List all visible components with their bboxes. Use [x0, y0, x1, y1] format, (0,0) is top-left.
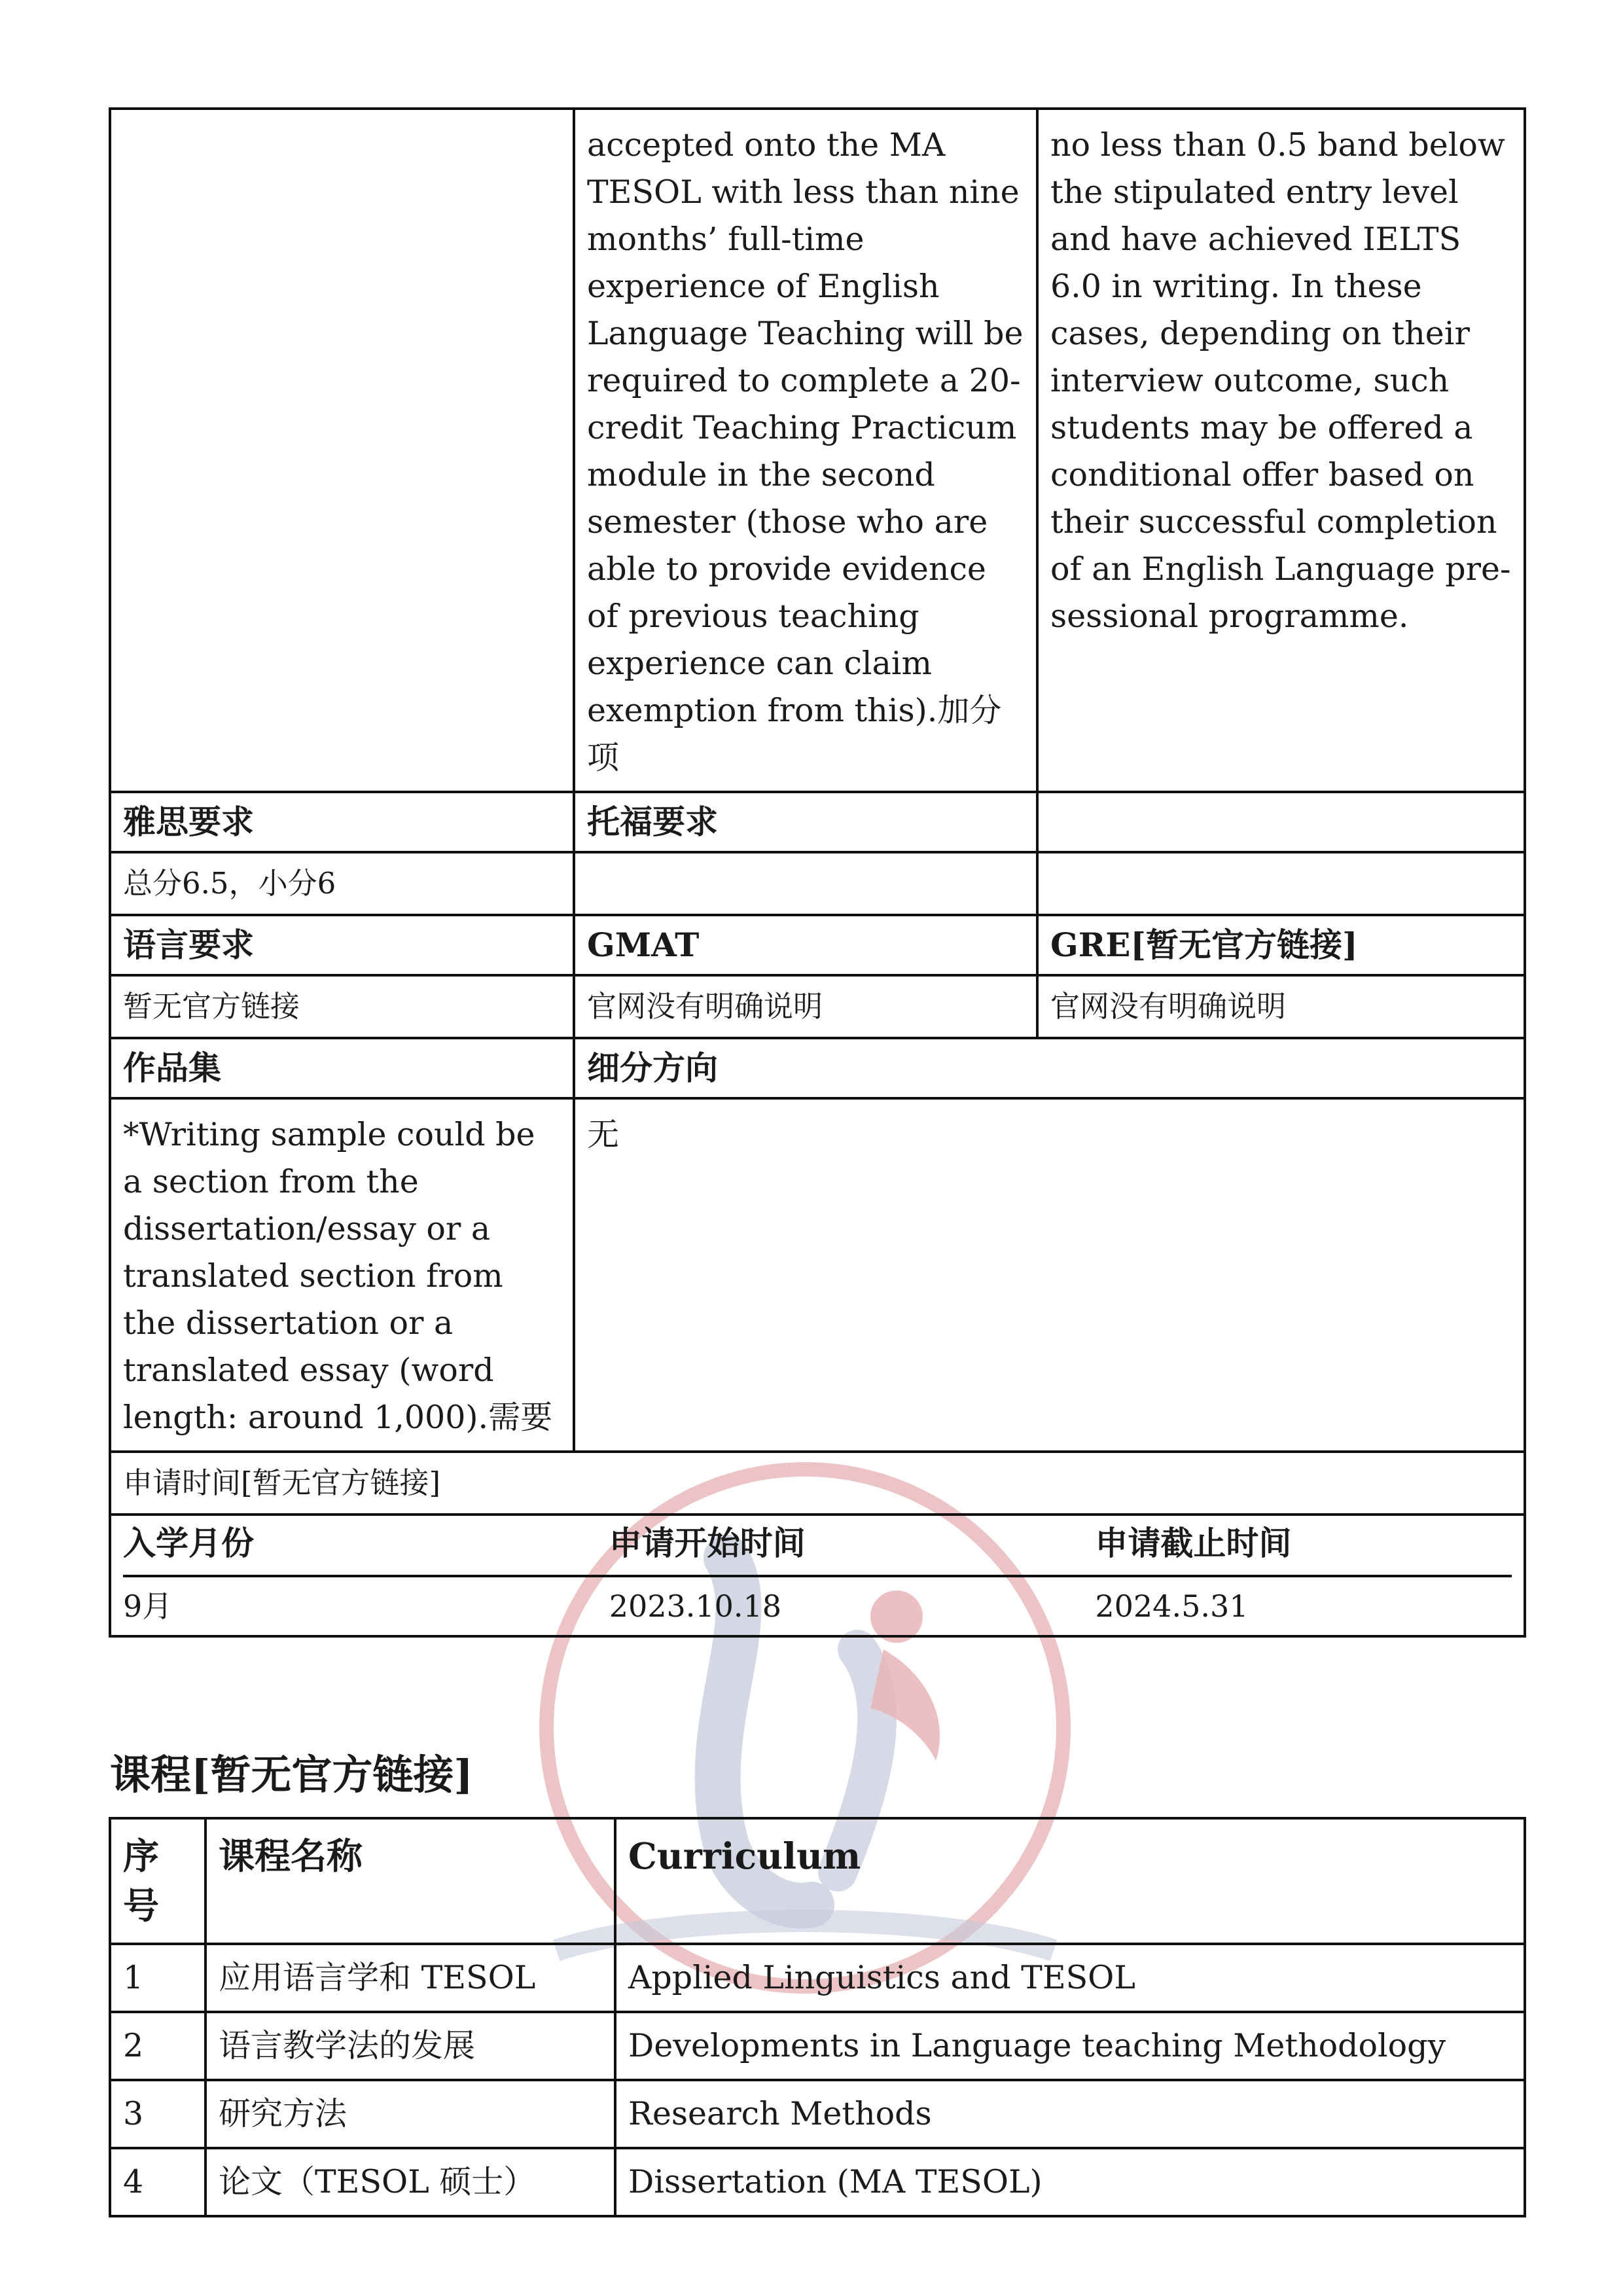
portfolio-value: *Writing sample could be a section from the dissertation/essay or a translated section from the dissertation or a translated essay (word length: around 1,000).需要	[110, 1098, 574, 1452]
table-row	[110, 1038, 1525, 1098]
deadline-value: 2024.5.31	[1095, 1588, 1249, 1624]
intake-month-value: 9月	[123, 1588, 173, 1624]
row-no: 4	[110, 2148, 205, 2216]
gmat-value: 官网没有明确说明	[574, 975, 1037, 1038]
direction-label: 细分方向	[574, 1038, 1525, 1098]
open-date-label: 申请开始时间	[609, 1524, 1096, 1576]
dates-cell	[110, 1515, 1525, 1636]
table-row	[110, 852, 1525, 915]
row-name-en: Developments in Language teaching Methodology	[615, 2012, 1525, 2080]
application-time-label: 申请时间[暂无官方链接]	[110, 1452, 1525, 1515]
table-row	[110, 2148, 1525, 2216]
open-date-value: 2023.10.18	[609, 1588, 782, 1624]
row-no: 3	[110, 2080, 205, 2148]
language-value: 暂无官方链接	[110, 975, 574, 1038]
toefl-label: 托福要求	[574, 792, 1037, 852]
table-row	[110, 1515, 1525, 1636]
row-no: 2	[110, 2012, 205, 2080]
table-row	[110, 792, 1525, 852]
row-name-en: Applied Linguistics and TESOL	[615, 1944, 1525, 2012]
header-name-cn: 课程名称	[205, 1818, 615, 1944]
row-name-en: Research Methods	[615, 2080, 1525, 2148]
table-row	[110, 2080, 1525, 2148]
row-name-cn: 论文（TESOL 硕士）	[205, 2148, 615, 2216]
dates-table	[123, 1524, 1512, 1626]
gmat-label: GMAT	[574, 915, 1037, 975]
empty-cell	[1037, 852, 1525, 915]
gre-label: GRE[暂无官方链接]	[1037, 915, 1525, 975]
language-label: 语言要求	[110, 915, 574, 975]
ielts-value: 总分6.5，小分6	[110, 852, 574, 915]
table-row	[110, 1098, 1525, 1452]
header-name-en: Curriculum	[615, 1818, 1525, 1944]
dates-value-row	[123, 1576, 1512, 1626]
table-row	[110, 109, 1525, 792]
table-row	[110, 1944, 1525, 2012]
intake-month-label: 入学月份	[123, 1524, 609, 1576]
empty-cell	[574, 852, 1037, 915]
deadline-label: 申请截止时间	[1095, 1524, 1512, 1576]
table-row	[110, 2012, 1525, 2080]
ielts-label: 雅思要求	[110, 792, 574, 852]
curriculum-table	[109, 1817, 1526, 2217]
table-row	[110, 1452, 1525, 1515]
curriculum-header-row	[110, 1818, 1525, 1944]
table-row	[110, 975, 1525, 1038]
portfolio-label: 作品集	[110, 1038, 574, 1098]
table-row	[110, 915, 1525, 975]
gre-value: 官网没有明确说明	[1037, 975, 1525, 1038]
empty-cell	[110, 109, 574, 792]
curriculum-section-title: 课程[暂无官方链接]	[110, 1751, 473, 1799]
language-condition-text: no less than 0.5 band below the stipulated entry level and have achieved IELTS 6.0 in writing. In these cases, depending on their interview outcome, such students may be offered a conditional offer based on their successful completion of an English Language pre-sessional programme.	[1037, 109, 1525, 792]
teaching-experience-text: accepted onto the MA TESOL with less than nine months’ full-time experience of English Language Teaching will be required to complete a 20-credit Teaching Practicum module in the second semester (those who are able to provide evidence of previous teaching experience can claim exemption from this).加分项	[574, 109, 1037, 792]
header-no: 序号	[110, 1818, 205, 1944]
row-no: 1	[110, 1944, 205, 2012]
admissions-table	[109, 107, 1526, 1638]
direction-value: 无	[574, 1098, 1525, 1452]
row-name-cn: 语言教学法的发展	[205, 2012, 615, 2080]
row-name-cn: 应用语言学和 TESOL	[205, 1944, 615, 2012]
empty-cell	[1037, 792, 1525, 852]
row-name-cn: 研究方法	[205, 2080, 615, 2148]
dates-header-row	[123, 1524, 1512, 1576]
row-name-en: Dissertation (MA TESOL)	[615, 2148, 1525, 2216]
